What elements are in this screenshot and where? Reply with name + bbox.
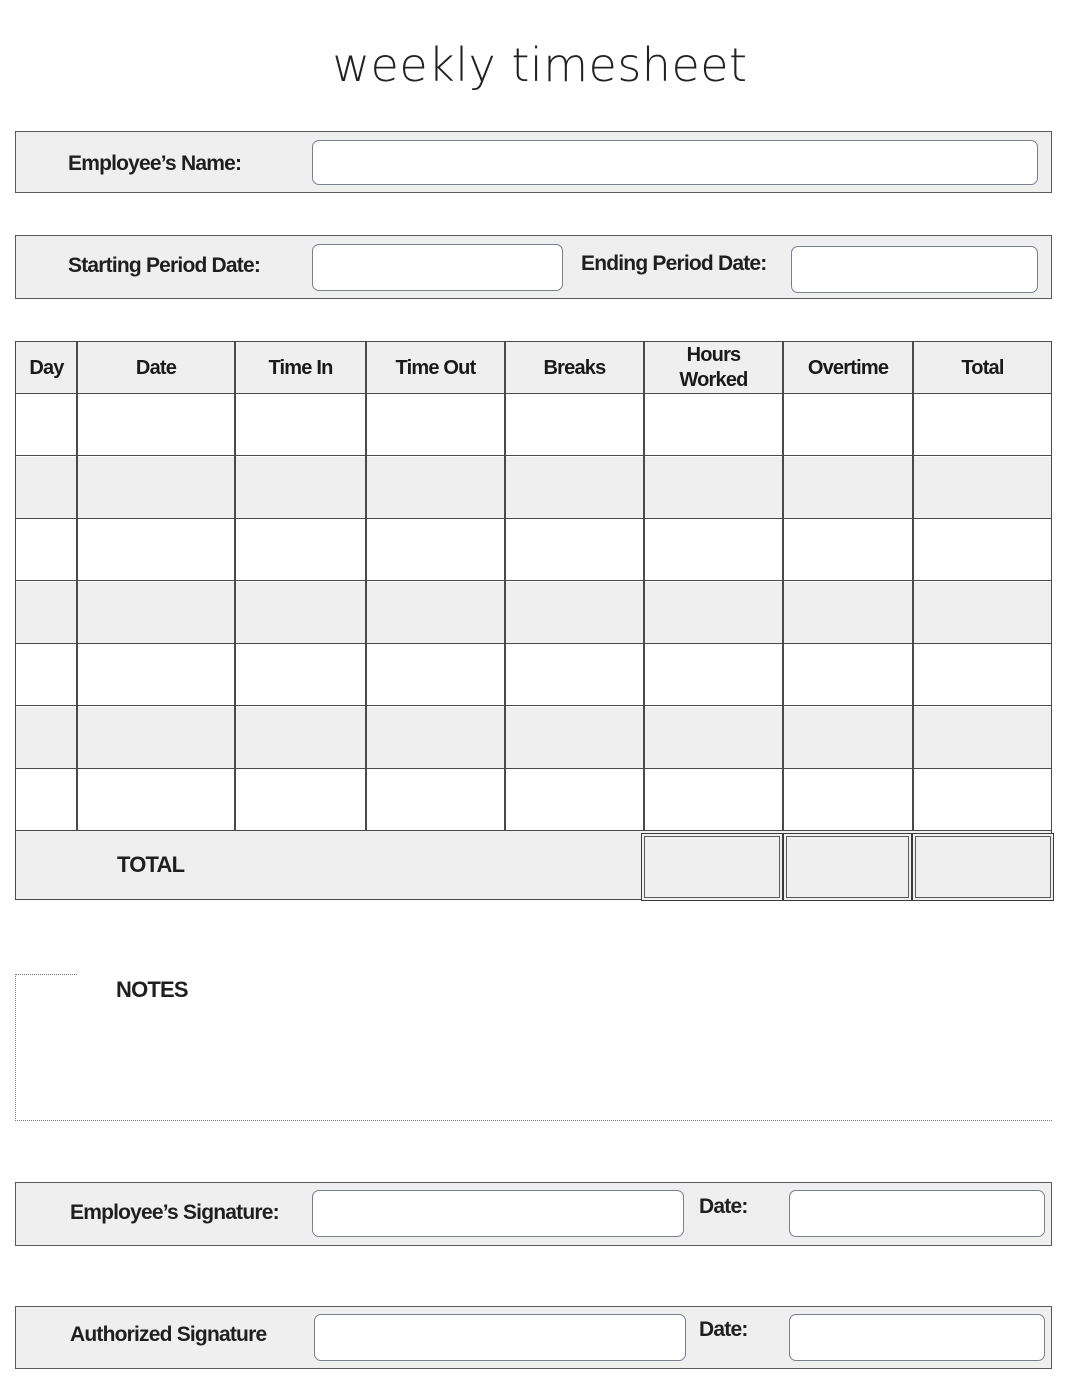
employee-signature-date-input[interactable] bbox=[789, 1190, 1045, 1237]
table-row bbox=[16, 769, 1051, 831]
cell-hours-worked[interactable] bbox=[644, 707, 783, 768]
cell-date[interactable] bbox=[77, 582, 235, 643]
cell-total[interactable] bbox=[913, 582, 1052, 643]
header-time-in: Time In bbox=[268, 356, 333, 379]
cell-hours-worked[interactable] bbox=[644, 394, 783, 455]
cell-time-out[interactable] bbox=[366, 582, 505, 643]
cell-breaks[interactable] bbox=[505, 582, 644, 643]
authorized-signature-date-input[interactable] bbox=[789, 1314, 1045, 1361]
cell-hours-worked[interactable] bbox=[644, 769, 783, 831]
employee-signature-label: Employee’s Signature: bbox=[70, 1201, 279, 1224]
page-title: weekly timesheet bbox=[332, 38, 748, 92]
header-total: Total bbox=[961, 356, 1004, 379]
cell-time-out[interactable] bbox=[366, 519, 505, 580]
cell-overtime[interactable] bbox=[783, 457, 913, 518]
notes-label: NOTES bbox=[116, 977, 188, 1002]
authorized-signature-input[interactable] bbox=[314, 1314, 686, 1361]
table-row bbox=[16, 519, 1051, 581]
cell-date[interactable] bbox=[77, 457, 235, 518]
cell-breaks[interactable] bbox=[505, 707, 644, 768]
table-row bbox=[16, 457, 1051, 519]
cell-day[interactable] bbox=[16, 582, 77, 643]
cell-total[interactable] bbox=[913, 519, 1052, 580]
employee-signature-date-label: Date: bbox=[699, 1195, 748, 1218]
cell-total[interactable] bbox=[913, 769, 1052, 831]
table-row bbox=[16, 582, 1051, 644]
total-hours-worked-input[interactable] bbox=[641, 833, 783, 901]
authorized-signature-label: Authorized Signature bbox=[70, 1323, 267, 1346]
authorized-signature-date-label: Date: bbox=[699, 1318, 748, 1341]
cell-hours-worked[interactable] bbox=[644, 644, 783, 705]
cell-day[interactable] bbox=[16, 457, 77, 518]
cell-breaks[interactable] bbox=[505, 519, 644, 580]
employee-signature-input[interactable] bbox=[312, 1190, 684, 1237]
cell-date[interactable] bbox=[77, 769, 235, 831]
cell-date[interactable] bbox=[77, 519, 235, 580]
cell-time-in[interactable] bbox=[235, 769, 366, 831]
cell-breaks[interactable] bbox=[505, 769, 644, 831]
cell-day[interactable] bbox=[16, 644, 77, 705]
cell-time-in[interactable] bbox=[235, 519, 366, 580]
cell-overtime[interactable] bbox=[783, 707, 913, 768]
cell-date[interactable] bbox=[77, 644, 235, 705]
cell-overtime[interactable] bbox=[783, 394, 913, 455]
cell-breaks[interactable] bbox=[505, 394, 644, 455]
header-date: Date bbox=[135, 356, 177, 379]
cell-time-out[interactable] bbox=[366, 769, 505, 831]
header-day: Day bbox=[29, 356, 64, 379]
notes-text[interactable] bbox=[46, 1026, 1032, 1110]
cell-total[interactable] bbox=[913, 394, 1052, 455]
starting-period-label: Starting Period Date: bbox=[68, 254, 261, 277]
cell-day[interactable] bbox=[16, 394, 77, 455]
cell-total[interactable] bbox=[913, 644, 1052, 705]
cell-breaks[interactable] bbox=[505, 644, 644, 705]
cell-total[interactable] bbox=[913, 457, 1052, 518]
cell-time-out[interactable] bbox=[366, 457, 505, 518]
total-label: TOTAL bbox=[117, 852, 185, 877]
total-overtime-input[interactable] bbox=[783, 833, 912, 901]
total-total-input[interactable] bbox=[912, 833, 1054, 901]
table-header-row bbox=[16, 342, 1051, 394]
timesheet-table bbox=[15, 341, 1052, 831]
cell-date[interactable] bbox=[77, 707, 235, 768]
employee-name-label: Employee’s Name: bbox=[68, 152, 242, 175]
cell-hours-worked[interactable] bbox=[644, 582, 783, 643]
cell-overtime[interactable] bbox=[783, 644, 913, 705]
cell-time-out[interactable] bbox=[366, 394, 505, 455]
cell-overtime[interactable] bbox=[783, 519, 913, 580]
cell-time-in[interactable] bbox=[235, 707, 366, 768]
table-row bbox=[16, 707, 1051, 769]
cell-breaks[interactable] bbox=[505, 457, 644, 518]
cell-time-out[interactable] bbox=[366, 644, 505, 705]
cell-overtime[interactable] bbox=[783, 769, 913, 831]
header-time-out: Time Out bbox=[395, 356, 476, 379]
header-overtime: Overtime bbox=[807, 356, 889, 379]
ending-period-input[interactable] bbox=[791, 246, 1038, 293]
employee-name-input[interactable] bbox=[312, 140, 1038, 185]
cell-date[interactable] bbox=[77, 394, 235, 455]
cell-total[interactable] bbox=[913, 707, 1052, 768]
cell-time-in[interactable] bbox=[235, 457, 366, 518]
cell-hours-worked[interactable] bbox=[644, 519, 783, 580]
cell-hours-worked[interactable] bbox=[644, 457, 783, 518]
cell-time-out[interactable] bbox=[366, 707, 505, 768]
table-row bbox=[16, 394, 1051, 456]
cell-time-in[interactable] bbox=[235, 394, 366, 455]
ending-period-label: Ending Period Date: bbox=[581, 252, 767, 275]
cell-day[interactable] bbox=[16, 707, 77, 768]
cell-day[interactable] bbox=[16, 519, 77, 580]
cell-day[interactable] bbox=[16, 769, 77, 831]
starting-period-input[interactable] bbox=[312, 244, 563, 291]
cell-overtime[interactable] bbox=[783, 582, 913, 643]
cell-time-in[interactable] bbox=[235, 582, 366, 643]
header-hours-worked: Hours Worked bbox=[679, 344, 748, 391]
table-row bbox=[16, 644, 1051, 706]
cell-time-in[interactable] bbox=[235, 644, 366, 705]
header-breaks: Breaks bbox=[543, 356, 606, 379]
